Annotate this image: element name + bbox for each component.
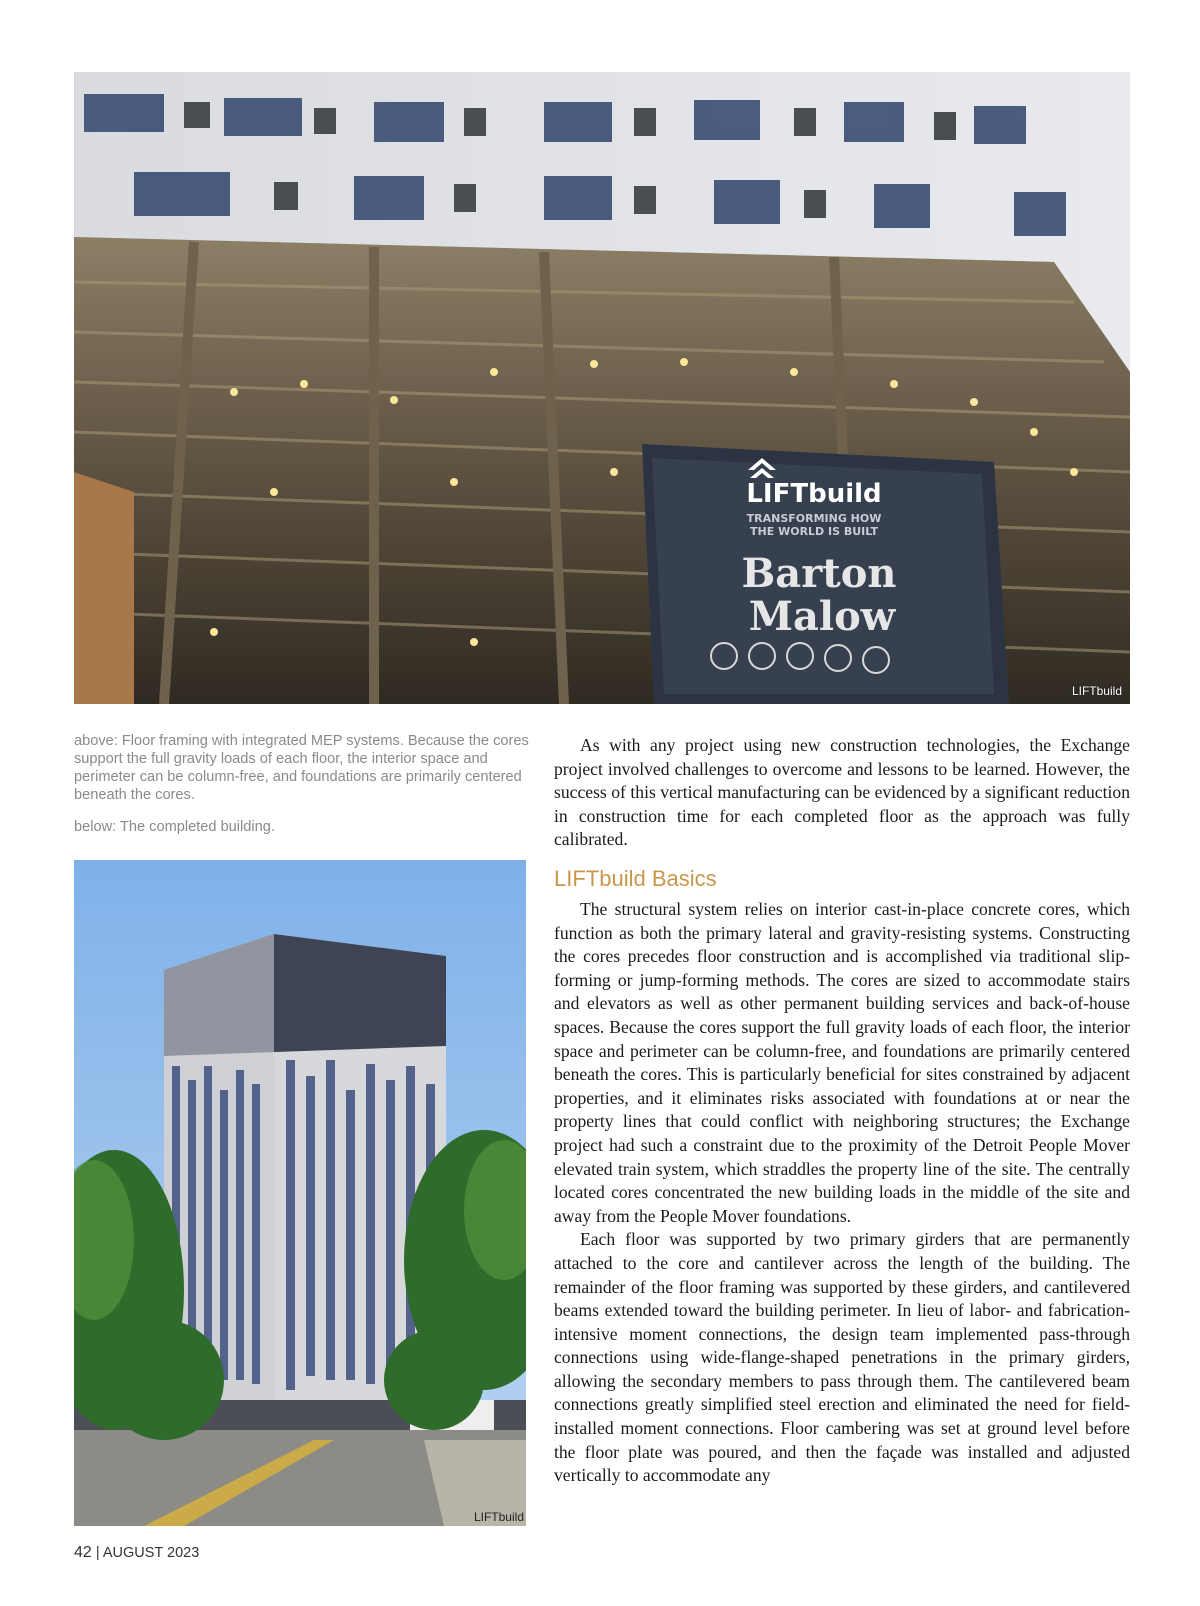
page-number: 42 bbox=[74, 1544, 92, 1561]
photo-floor-framing bbox=[74, 72, 1130, 704]
caption-below: below: The completed building. bbox=[74, 819, 275, 835]
intro-paragraph: As with any project using new construction technologies, the Exchange project involved challenges to overcome and lessons to be learned. However, the success of this vertical manufacturing can be evidenced by a significant reduction in construction time for each completed floor as the approach was fully calibrated. bbox=[554, 735, 1130, 850]
photo-completed-building bbox=[74, 860, 526, 1526]
photo-top-credit: LIFTbuild bbox=[1071, 684, 1122, 698]
sign-tagline-line-2: THE WORLD IS BUILT bbox=[750, 525, 878, 538]
sign-company-line-2: Malow bbox=[748, 593, 896, 640]
intro-column bbox=[554, 734, 1130, 852]
issue-date: AUGUST 2023 bbox=[102, 1545, 200, 1561]
body-column bbox=[554, 898, 1130, 1488]
floor-framing-illustration bbox=[74, 72, 1130, 704]
caption-above: above: Floor framing with integrated MEP systems. Because the cores support the full gravity loads of each floor, the interior space and perimeter can be column-free, and foundations are primarily centered beneath the cores. bbox=[74, 733, 529, 803]
body-paragraph-1: The structural system relies on interior cast-in-place concrete cores, which function as both the primary lateral and gravity-resisting systems. Constructing the cores precedes floor construction and is accomplished via traditional slip-forming or jump-forming methods. The cores are sized to accommodate stairs and elevators as well as other permanent building services and back-of-house spaces. Because the cores support the full gravity loads of each floor, the interior space and perimeter can be column-free, and foundations are primarily centered beneath the cores. This is particularly beneficial for sites constrained by adjacent properties, and it eliminates risks associated with foundations at or near the property lines that could conflict with neighboring structures; the Exchange project had such a constraint due to the proximity of the Detroit People Mover elevated train system, which straddles the property line of the site. The centrally located cores concentrated the new building loads in the middle of the site and away from the People Mover foundations. bbox=[554, 899, 1130, 1226]
section-heading: LIFTbuild Basics bbox=[554, 866, 717, 891]
sign-company-line-1: Barton bbox=[741, 550, 897, 597]
sign-tagline-line-1: TRANSFORMING HOW bbox=[746, 512, 882, 525]
photo-bottom-credit: LIFTbuild bbox=[473, 1510, 524, 1524]
sign-logo: LIFTbuild bbox=[746, 479, 882, 509]
footer-separator: | bbox=[95, 1545, 100, 1561]
page-footer bbox=[74, 1544, 199, 1562]
body-paragraph-2: Each floor was supported by two primary girders that are permanently attached to the core and cantilever across the length of the building. The remainder of the floor framing was supported by these girders, and cantilevered beams extended toward the building perimeter. In lieu of labor- and fabrication-intensive moment connections, the design team implemented pass-through connections using wide-flange-shaped penetrations in the primary girders, allowing the secondary members to pass through them. The cantilevered beam connections greatly simplified steel erection and eliminated the need for field-installed moment connections. Floor cambering was set at ground level before the floor plate was poured, and then the façade was installed and adjusted vertically to accommodate any bbox=[554, 1229, 1130, 1486]
completed-building-illustration bbox=[74, 860, 526, 1526]
